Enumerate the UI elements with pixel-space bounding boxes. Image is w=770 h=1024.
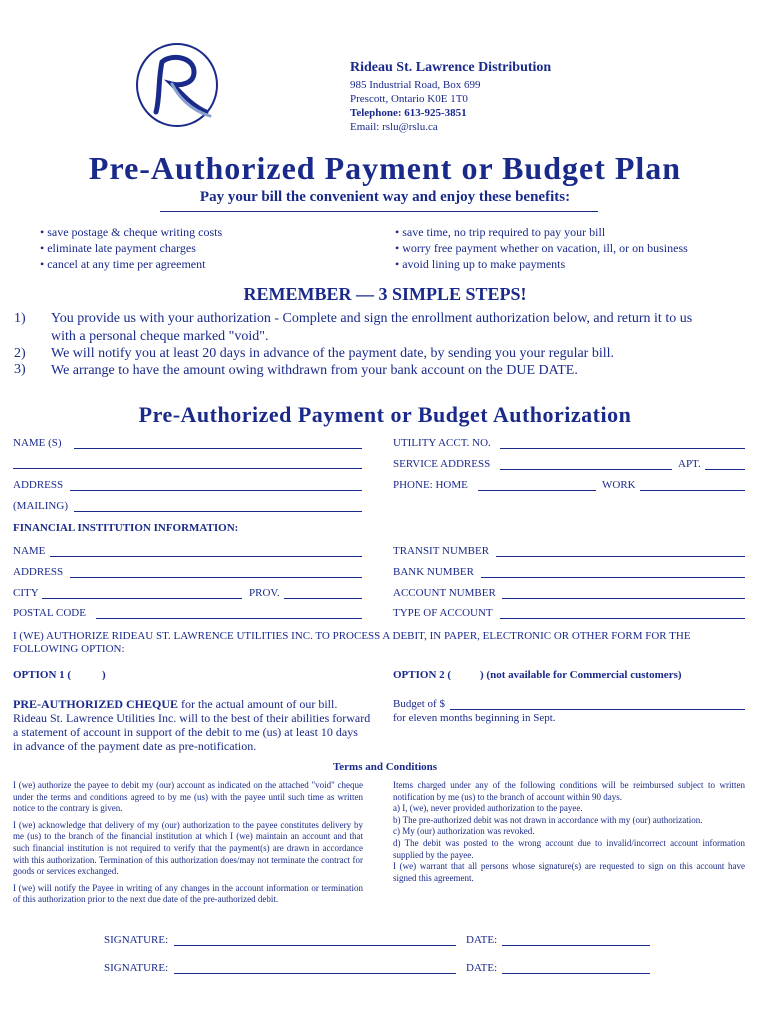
signature-input-line-2[interactable] xyxy=(174,973,456,974)
phone-home-label: PHONE: HOME xyxy=(393,479,468,491)
company-telephone: Telephone: 613-925-3851 xyxy=(350,107,467,119)
bank-number-input-line[interactable] xyxy=(481,577,745,578)
utility-account-label: UTILITY ACCT. NO. xyxy=(393,437,491,449)
names-input-line[interactable] xyxy=(74,448,362,449)
names-label: NAME (S) xyxy=(13,437,62,449)
work-input-line[interactable] xyxy=(640,490,745,491)
terms-item: c) My (our) authorization was revoked. xyxy=(393,826,535,837)
transit-number-input-line[interactable] xyxy=(496,556,745,557)
terms-paragraph: I (we) authorize the payee to debit my (our) account as indicated on the attached "void" cheque under the terms and conditions agreed to by me (us) with the payee until such time as written notice to the contrary is given. xyxy=(13,780,363,814)
address-label: ADDRESS xyxy=(13,479,64,491)
mailing-input-line[interactable] xyxy=(74,511,362,512)
terms-item: d) The debit was posted to the wrong account due to invalid/incorrect account information supplied by the payee. xyxy=(393,837,745,860)
signature-label: SIGNATURE: xyxy=(104,962,169,974)
names-input-line-2[interactable] xyxy=(13,468,362,469)
company-email: Email: rslu@rslu.ca xyxy=(350,121,438,133)
fi-address-input-line[interactable] xyxy=(70,577,362,578)
terms-title: Terms and Conditions xyxy=(332,761,438,773)
step-text: You provide us with your authorization - Complete and sign the enrollment authorization below, and return it to us xyxy=(51,311,693,326)
date-label: DATE: xyxy=(466,962,498,974)
terms-paragraph: Items charged under any of the following conditions will be reimbursed subject to written notification by me (us) to the branch of account within 90 days. xyxy=(393,780,745,802)
company-address-line1: 985 Industrial Road, Box 699 xyxy=(350,79,481,91)
terms-paragraph: I (we) will notify the Payee in writing of any changes in the account information or termination of this authorization prior to the next due date of the pre-authorized debit. xyxy=(13,882,363,905)
option-1-label: OPTION 1 ( xyxy=(13,669,72,681)
terms-paragraph: I (we) acknowledge that delivery of my (our) authorization to the payee constitutes delivery by me (us) to the branch of the financial institution at which I (we) maintain an account and that such financial institution is not required to verify that the payment(s) are drawn in accordance with this authorization. Termination of this authorization does/may not terminate the contract for goods or services exchanged. xyxy=(13,819,363,877)
step-number: 3) xyxy=(14,362,26,377)
benefit-item: • save time, no trip required to pay your bill xyxy=(395,225,605,240)
authorize-statement: I (WE) AUTHORIZE RIDEAU ST. LAWRENCE UTILITIES INC. TO PROCESS A DEBIT, IN PAPER, ELECTRONIC OR OTHER FORM FOR THE xyxy=(13,630,691,642)
budget-label: Budget of $ xyxy=(393,698,445,710)
remember-heading: REMEMBER — 3 SIMPLE STEPS! xyxy=(243,284,527,304)
authorize-statement-continued: FOLLOWING OPTION: xyxy=(13,643,125,655)
option-2-checkbox[interactable] xyxy=(456,667,478,681)
benefit-item: • eliminate late payment charges xyxy=(40,241,196,256)
step-number: 2) xyxy=(14,346,26,361)
terms-left-column xyxy=(13,780,363,906)
step-text: We will notify you at least 20 days in advance of the payment date, by sending you your regular bill. xyxy=(51,346,615,361)
terms-item: a) I, (we), never provided authorization to the payee. xyxy=(393,803,583,814)
signature-label: SIGNATURE: xyxy=(104,934,169,946)
company-logo xyxy=(132,40,222,130)
option-1-text: Rideau St. Lawrence Utilities Inc. will to the best of their abilities forward xyxy=(13,711,371,725)
terms-right-column xyxy=(393,780,745,884)
work-label: WORK xyxy=(602,479,636,491)
city-input-line[interactable] xyxy=(42,598,242,599)
step-number: 1) xyxy=(14,311,26,326)
option-2-note: ) (not available for Commercial customers) xyxy=(480,669,682,681)
subtitle-rule xyxy=(160,211,598,212)
account-number-label: ACCOUNT NUMBER xyxy=(393,587,496,599)
phone-home-input-line[interactable] xyxy=(478,490,596,491)
fi-address-label: ADDRESS xyxy=(13,566,64,578)
account-type-input-line[interactable] xyxy=(500,618,745,619)
postal-code-label: POSTAL CODE xyxy=(13,607,86,619)
date-label: DATE: xyxy=(466,934,498,946)
company-address-line2: Prescott, Ontario K0E 1T0 xyxy=(350,93,468,105)
financial-institution-heading: FINANCIAL INSTITUTION INFORMATION: xyxy=(13,522,239,534)
authorization-title: Pre-Authorized Payment or Budget Authorization xyxy=(138,402,632,427)
fi-name-label: NAME xyxy=(13,545,46,557)
address-input-line[interactable] xyxy=(70,490,362,491)
date-input-line-1[interactable] xyxy=(502,945,650,946)
fi-name-input-line[interactable] xyxy=(50,556,362,557)
apt-label: APT. xyxy=(678,458,701,470)
date-input-line-2[interactable] xyxy=(502,973,650,974)
postal-code-input-line[interactable] xyxy=(96,618,362,619)
province-input-line[interactable] xyxy=(284,598,362,599)
budget-period-text: for eleven months beginning in Sept. xyxy=(393,712,556,724)
page-title: Pre-Authorized Payment or Budget Plan xyxy=(88,150,682,186)
option-1-close: ) xyxy=(102,669,106,681)
province-label: PROV. xyxy=(249,587,280,599)
city-label: CITY xyxy=(13,587,39,599)
page-subtitle: Pay your bill the convenient way and enjoy these benefits: xyxy=(199,189,571,205)
option-1-text: for the actual amount of our bill. xyxy=(181,697,338,711)
option-1-text: in advance of the payment date as pre-notification. xyxy=(13,739,257,753)
step-text: We arrange to have the amount owing withdrawn from your bank account on the DUE DATE. xyxy=(51,363,578,378)
service-address-label: SERVICE ADDRESS xyxy=(393,458,491,470)
option-1-text: a statement of account in support of the debit to me (us) at least 10 days xyxy=(13,725,358,739)
terms-paragraph: I (we) warrant that all persons whose signature(s) are requested to sign on this account have signed this agreement. xyxy=(393,861,745,883)
benefit-item: • worry free payment whether on vacation, ill, or on business xyxy=(395,241,688,256)
account-number-input-line[interactable] xyxy=(502,598,745,599)
signature-input-line-1[interactable] xyxy=(174,945,456,946)
terms-item: b) The pre-authorized debit was not drawn in accordance with my (our) authorization. xyxy=(393,814,703,825)
service-address-input-line[interactable] xyxy=(500,469,672,470)
option-1-heading: PRE-AUTHORIZED CHEQUE xyxy=(13,697,179,711)
apt-input-line[interactable] xyxy=(705,469,745,470)
option-2-label: OPTION 2 ( xyxy=(393,669,452,681)
benefit-item: • cancel at any time per agreement xyxy=(40,257,205,272)
budget-amount-input-line[interactable] xyxy=(450,709,745,710)
benefit-item: • avoid lining up to make payments xyxy=(395,257,565,272)
step-text-continued: with a personal cheque marked "void". xyxy=(51,329,269,344)
company-name: Rideau St. Lawrence Distribution xyxy=(350,60,552,75)
account-type-label: TYPE OF ACCOUNT xyxy=(393,607,493,619)
transit-number-label: TRANSIT NUMBER xyxy=(393,545,490,557)
mailing-label: (MAILING) xyxy=(13,500,68,512)
bank-number-label: BANK NUMBER xyxy=(393,566,474,578)
option-1-checkbox[interactable] xyxy=(73,667,97,681)
benefit-item: • save postage & cheque writing costs xyxy=(40,225,222,240)
utility-account-input-line[interactable] xyxy=(500,448,745,449)
